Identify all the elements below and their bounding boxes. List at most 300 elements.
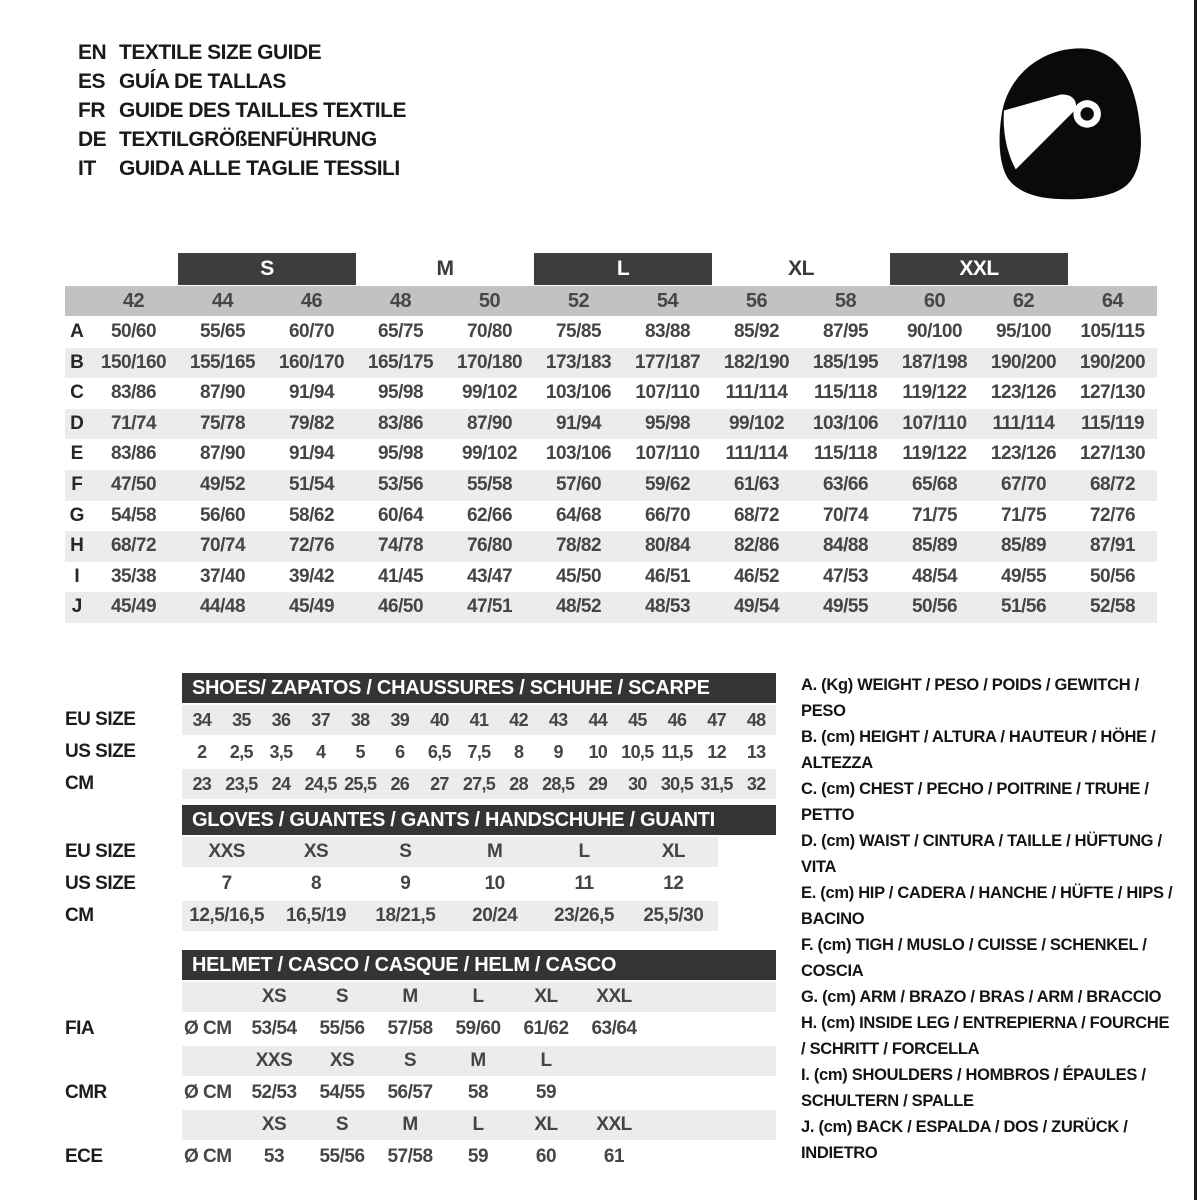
value-cell: 53/54 xyxy=(251,1018,297,1039)
size-value-cell: 55/65 xyxy=(199,321,246,342)
size-value-cell: 68/72 xyxy=(110,535,157,557)
size-value-cell: 91/94 xyxy=(288,382,335,404)
size-value-cell: 115/119 xyxy=(1080,412,1145,434)
size-value-cell: 48/54 xyxy=(911,565,958,587)
size-value-cell: 83/86 xyxy=(377,412,424,434)
size-value-cell: 50/56 xyxy=(911,596,958,618)
row-values xyxy=(182,1142,776,1172)
table-row xyxy=(65,501,1157,532)
value-cell: 43 xyxy=(548,710,568,730)
textile-size-table xyxy=(65,253,1157,623)
legend-item: G. (cm) ARM / BRAZO / BRAS / ARM / BRACCIO xyxy=(801,988,1162,1006)
size-value-cell: 57/60 xyxy=(555,473,602,495)
size-value-cell: 46/52 xyxy=(733,565,780,587)
size-value-cell: 74/78 xyxy=(377,535,424,557)
value-cell: 27,5 xyxy=(462,774,496,794)
size-value-cell: 99/102 xyxy=(461,443,518,465)
size-value-cell: 190/200 xyxy=(1079,351,1146,373)
value-cell: 31,5 xyxy=(700,774,733,794)
row-label: CM xyxy=(65,773,94,794)
diameter-label: Ø CM xyxy=(184,1082,232,1103)
value-cell: 27 xyxy=(430,774,449,794)
value-cell: 10 xyxy=(484,873,505,894)
size-value-cell: 72/76 xyxy=(288,535,335,557)
value-cell: 18/21,5 xyxy=(375,905,436,926)
value-cell: XXL xyxy=(596,986,632,1007)
size-value-cell: 47/50 xyxy=(110,473,157,495)
value-cell: 45 xyxy=(628,710,647,730)
size-value-cell: 95/98 xyxy=(377,382,424,404)
value-cell: 61 xyxy=(603,1146,625,1167)
row-letter: A xyxy=(70,321,84,342)
table-row xyxy=(65,531,1157,562)
size-value-cell: 82/86 xyxy=(733,535,780,557)
size-value-cell: 103/106 xyxy=(812,412,879,434)
row-letter: E xyxy=(70,443,84,465)
size-value-cell: 155/165 xyxy=(189,351,256,373)
value-cell: XL xyxy=(661,841,685,862)
legend-item: D. (cm) WAIST / CINTURA / TAILLE / HÜFTUNG / VITA xyxy=(801,832,1162,876)
size-value-cell: 35/38 xyxy=(110,565,157,587)
size-value-cell: 177/187 xyxy=(634,351,701,373)
size-value-cell: 68/72 xyxy=(1089,473,1136,495)
measurement-legend xyxy=(801,672,1176,1166)
value-cell: 26 xyxy=(390,774,410,794)
table-row xyxy=(65,317,1157,348)
size-number-cell: 64 xyxy=(1101,290,1124,312)
size-value-cell: 50/60 xyxy=(110,321,157,342)
size-value-cell: 46/51 xyxy=(644,565,691,587)
legend-item: C. (cm) CHEST / PECHO / POITRINE / TRUHE / PETTO xyxy=(801,780,1149,824)
size-value-cell: 39/42 xyxy=(288,565,335,587)
size-value-cell: 150/160 xyxy=(100,351,167,373)
size-value-cell: 50/56 xyxy=(1089,565,1136,587)
language-code: FR xyxy=(78,98,105,122)
value-cell: 41 xyxy=(469,710,489,730)
size-value-cell: 71/74 xyxy=(110,412,157,434)
value-cell: 36 xyxy=(271,710,291,730)
size-value-cell: 55/58 xyxy=(466,473,513,495)
numeric-size-strip xyxy=(65,286,1157,316)
empty-cell xyxy=(65,286,89,316)
size-value-cell: 48/53 xyxy=(644,596,691,618)
size-group-xxl: XXL xyxy=(890,253,1068,285)
value-cell: 24,5 xyxy=(304,774,337,794)
value-cell: 20/24 xyxy=(472,905,518,926)
size-value-cell: 83/86 xyxy=(110,443,157,465)
row-letter: B xyxy=(70,351,84,373)
value-cell: 61/62 xyxy=(523,1018,569,1039)
value-cell: 29 xyxy=(588,774,608,794)
size-value-cell: 79/82 xyxy=(288,412,335,434)
table-row xyxy=(65,439,1157,470)
value-cell: L xyxy=(472,1114,484,1135)
size-value-cell: 119/122 xyxy=(902,443,967,465)
value-cell: 40 xyxy=(430,710,449,730)
size-value-cell: 87/90 xyxy=(466,412,513,434)
value-cell: 11 xyxy=(574,873,594,894)
legend-item: F. (cm) TIGH / MUSLO / CUISSE / SCHENKEL / COSCIA xyxy=(801,936,1147,980)
value-cell: 47 xyxy=(707,710,726,730)
size-value-cell: 63/66 xyxy=(822,473,869,495)
value-cell: 35 xyxy=(232,710,251,730)
size-value-cell: 87/91 xyxy=(1089,535,1136,557)
size-value-cell: 78/82 xyxy=(555,535,602,557)
gloves-section-title: GLOVES / GUANTES / GANTS / HANDSCHUHE / GUANTI xyxy=(182,805,776,835)
value-cell: 2 xyxy=(197,742,207,762)
row-label: US SIZE xyxy=(65,741,136,762)
value-cell: 4 xyxy=(315,742,326,762)
size-number-cell: 58 xyxy=(834,290,857,312)
value-cell: S xyxy=(335,1114,349,1135)
value-cell: 59 xyxy=(467,1146,489,1167)
size-value-cell: 83/88 xyxy=(644,321,691,342)
size-value-cell: 70/80 xyxy=(466,321,513,342)
size-value-cell: 95/100 xyxy=(995,321,1052,342)
value-cell: 25,5/30 xyxy=(643,905,704,926)
size-value-cell: 70/74 xyxy=(822,504,869,526)
value-cell: 55/56 xyxy=(319,1018,365,1039)
diameter-label: Ø CM xyxy=(184,1018,232,1039)
value-cell: 57/58 xyxy=(387,1146,433,1167)
size-number-cell: 44 xyxy=(211,290,234,312)
table-row xyxy=(65,378,1157,409)
row-values xyxy=(182,769,776,799)
size-value-cell: 115/118 xyxy=(813,443,878,465)
size-value-cell: 58/62 xyxy=(288,504,335,526)
size-value-cell: 59/62 xyxy=(644,473,691,495)
size-value-cell: 87/95 xyxy=(822,321,869,342)
size-value-cell: 123/126 xyxy=(990,443,1057,465)
row-letter: C xyxy=(70,382,84,404)
value-cell: 59/60 xyxy=(455,1018,501,1039)
measurement-rows xyxy=(65,317,1157,623)
size-value-cell: 45/49 xyxy=(110,596,157,618)
size-group-header xyxy=(65,253,1157,285)
row-values xyxy=(182,737,776,767)
row-values xyxy=(182,1110,776,1140)
size-group-s: S xyxy=(178,253,356,285)
table-row xyxy=(65,562,1157,593)
value-cell: S xyxy=(335,986,349,1007)
size-value-cell: 49/54 xyxy=(733,596,780,618)
value-cell: 58 xyxy=(467,1082,489,1103)
size-value-cell: 127/130 xyxy=(1079,443,1146,465)
size-value-cell: 111/114 xyxy=(725,382,788,404)
size-value-cell: 107/110 xyxy=(635,382,700,404)
diameter-label xyxy=(182,982,240,1012)
size-value-cell: 85/89 xyxy=(911,535,958,557)
size-value-cell: 165/175 xyxy=(367,351,434,373)
value-cell: M xyxy=(487,841,503,862)
value-cell: XXS xyxy=(255,1050,293,1071)
language-header xyxy=(78,38,406,183)
size-value-cell: 67/70 xyxy=(1000,473,1047,495)
legend-item: E. (cm) HIP / CADERA / HANCHE / HÜFTE / HIPS / BACINO xyxy=(801,884,1173,928)
size-value-cell: 80/84 xyxy=(644,535,691,557)
row-letter: G xyxy=(69,504,85,526)
language-code: DE xyxy=(78,127,107,151)
row-values xyxy=(182,1078,776,1108)
size-value-cell: 62/66 xyxy=(466,504,513,526)
value-cell: S xyxy=(403,1050,417,1071)
value-cell: 16,5/19 xyxy=(286,905,346,926)
value-cell: 57/58 xyxy=(387,1018,433,1039)
size-value-cell: 51/54 xyxy=(288,473,335,495)
size-value-cell: 173/183 xyxy=(545,351,612,373)
value-cell: 24 xyxy=(271,774,291,794)
helmet-section-title: HELMET / CASCO / CASQUE / HELM / CASCO xyxy=(182,950,776,980)
size-value-cell: 182/190 xyxy=(723,351,790,373)
size-value-cell: 53/56 xyxy=(377,473,424,495)
size-group-m: M xyxy=(436,257,454,280)
value-cell: M xyxy=(402,1114,418,1135)
shoes-section-title: SHOES/ ZAPATOS / CHAUSSURES / SCHUHE / SCARPE xyxy=(182,673,776,703)
value-cell: 12 xyxy=(663,873,684,894)
row-values xyxy=(182,705,776,735)
diameter-label xyxy=(182,1110,240,1140)
value-cell: 23/26,5 xyxy=(554,905,614,926)
certification-label: FIA xyxy=(65,1018,95,1039)
size-number-cell: 50 xyxy=(478,290,501,312)
certification-label: CMR xyxy=(65,1082,107,1103)
value-cell: L xyxy=(578,841,590,862)
value-cell: XS xyxy=(303,841,329,862)
size-value-cell: 190/200 xyxy=(990,351,1057,373)
value-cell: 38 xyxy=(350,710,370,730)
size-value-cell: 51/56 xyxy=(1000,596,1047,618)
size-value-cell: 66/70 xyxy=(644,504,691,526)
value-cell: 25,5 xyxy=(344,774,377,794)
size-value-cell: 52/58 xyxy=(1089,596,1136,618)
guide-title: GUIDA ALLE TAGLIE TESSILI xyxy=(119,156,400,180)
value-cell: 42 xyxy=(509,710,528,730)
size-value-cell: 103/106 xyxy=(545,443,612,465)
row-values xyxy=(182,1014,776,1044)
legend-item: H. (cm) INSIDE LEG / ENTREPIERNA / FOURCHE / SCHRITT / FORCELLA xyxy=(801,1014,1170,1058)
language-row xyxy=(78,154,406,183)
row-letter: F xyxy=(71,473,83,495)
value-cell: 5 xyxy=(355,742,365,762)
size-value-cell: 47/51 xyxy=(466,596,513,618)
size-value-cell: 75/78 xyxy=(199,412,246,434)
value-cell: 60 xyxy=(535,1146,557,1167)
value-cell: 28 xyxy=(509,774,528,794)
language-row xyxy=(78,67,406,96)
diameter-label: Ø CM xyxy=(184,1146,232,1167)
size-value-cell: 44/48 xyxy=(199,596,246,618)
value-cell: L xyxy=(540,1050,552,1071)
table-row xyxy=(65,409,1157,440)
value-cell: XL xyxy=(534,1114,558,1135)
size-value-cell: 91/94 xyxy=(555,412,602,434)
size-group-xl: XL xyxy=(788,257,814,280)
value-cell: XS xyxy=(329,1050,355,1071)
language-code: EN xyxy=(78,40,107,64)
legend-item: A. (Kg) WEIGHT / PESO / POIDS / GEWITCH / PESO xyxy=(801,676,1139,720)
value-cell: S xyxy=(399,841,412,862)
size-value-cell: 85/89 xyxy=(1000,535,1047,557)
value-cell: L xyxy=(472,986,484,1007)
value-cell: 37 xyxy=(311,710,330,730)
value-cell: 11,5 xyxy=(661,742,693,762)
size-value-cell: 41/45 xyxy=(377,565,424,587)
value-cell: 12 xyxy=(707,742,726,762)
value-cell: 55/56 xyxy=(319,1146,365,1167)
value-cell: 8 xyxy=(513,742,524,762)
size-value-cell: 65/75 xyxy=(377,321,424,342)
size-value-cell: 170/180 xyxy=(456,351,523,373)
value-cell: 44 xyxy=(588,710,608,730)
size-value-cell: 76/80 xyxy=(466,535,513,557)
size-value-cell: 95/98 xyxy=(377,443,424,465)
value-cell: 9 xyxy=(553,742,563,762)
size-value-cell: 119/122 xyxy=(902,382,967,404)
value-cell: 48 xyxy=(746,710,766,730)
row-letter: H xyxy=(70,535,84,557)
language-row xyxy=(78,38,406,67)
size-value-cell: 187/198 xyxy=(901,351,968,373)
size-value-cell: 43/47 xyxy=(466,565,513,587)
guide-title: TEXTILGRÖßENFÜHRUNG xyxy=(119,127,377,151)
size-number-cell: 62 xyxy=(1012,290,1035,312)
size-value-cell: 47/53 xyxy=(822,565,869,587)
size-value-cell: 49/52 xyxy=(199,473,246,495)
value-cell: M xyxy=(402,986,418,1007)
size-value-cell: 64/68 xyxy=(555,504,602,526)
size-number-cell: 48 xyxy=(389,290,412,312)
legend-item: J. (cm) BACK / ESPALDA / DOS / ZURÜCK / INDIETRO xyxy=(801,1118,1128,1162)
value-cell: 28,5 xyxy=(542,774,575,794)
size-group-l: L xyxy=(534,253,712,285)
table-row xyxy=(65,470,1157,501)
value-cell: M xyxy=(470,1050,486,1071)
value-cell: 13 xyxy=(746,742,766,762)
size-value-cell: 49/55 xyxy=(1000,565,1047,587)
size-value-cell: 127/130 xyxy=(1079,382,1146,404)
size-value-cell: 115/118 xyxy=(813,382,878,404)
size-value-cell: 87/90 xyxy=(199,382,246,404)
row-letter: J xyxy=(71,596,83,618)
value-cell: 39 xyxy=(390,710,410,730)
certification-label: ECE xyxy=(65,1146,103,1167)
row-values xyxy=(182,982,776,1012)
value-cell: 46 xyxy=(667,710,687,730)
size-value-cell: 99/102 xyxy=(728,412,785,434)
language-row xyxy=(78,96,406,125)
row-values xyxy=(182,1046,776,1076)
size-value-cell: 111/114 xyxy=(725,443,788,465)
value-cell: 7 xyxy=(221,873,232,894)
size-value-cell: 123/126 xyxy=(990,382,1057,404)
guide-title: GUIDE DES TAILLES TEXTILE xyxy=(119,98,406,122)
size-value-cell: 160/170 xyxy=(278,351,345,373)
size-value-cell: 45/49 xyxy=(288,596,335,618)
size-value-cell: 48/52 xyxy=(555,596,602,618)
diameter-label xyxy=(182,1046,240,1076)
value-cell: XS xyxy=(261,986,287,1007)
size-value-cell: 56/60 xyxy=(199,504,246,526)
size-value-cell: 99/102 xyxy=(461,382,518,404)
legend-item: I. (cm) SHOULDERS / HOMBROS / ÉPAULES / SCHULTERN / SPALLE xyxy=(801,1066,1146,1110)
size-value-cell: 60/70 xyxy=(288,321,335,342)
size-value-cell: 103/106 xyxy=(545,382,612,404)
value-cell: 23 xyxy=(192,774,212,794)
row-values xyxy=(182,837,718,867)
size-value-cell: 49/55 xyxy=(822,596,869,618)
value-cell: 8 xyxy=(310,873,322,894)
size-number-cell: 46 xyxy=(300,290,323,312)
value-cell: 10,5 xyxy=(621,742,654,762)
value-cell: XXS xyxy=(208,841,245,862)
size-number-cell: 54 xyxy=(656,290,679,312)
table-row xyxy=(65,592,1157,623)
value-cell: 63/64 xyxy=(591,1018,637,1039)
value-cell: 23,5 xyxy=(225,774,258,794)
certification-label xyxy=(65,1046,182,1076)
value-cell: 53 xyxy=(263,1146,285,1167)
row-label: EU SIZE xyxy=(65,709,136,730)
size-value-cell: 45/50 xyxy=(555,565,602,587)
racing-helmet-icon xyxy=(983,40,1151,208)
size-value-cell: 107/110 xyxy=(635,443,700,465)
value-cell: 32 xyxy=(746,774,766,794)
size-value-cell: 75/85 xyxy=(555,321,602,342)
row-values xyxy=(182,869,718,899)
size-value-cell: 87/90 xyxy=(199,443,246,465)
value-cell: 54/55 xyxy=(319,1082,365,1103)
size-value-cell: 185/195 xyxy=(812,351,879,373)
value-cell: 10 xyxy=(588,742,608,762)
size-value-cell: 65/68 xyxy=(911,473,958,495)
value-cell: 9 xyxy=(400,873,411,894)
value-cell: 6,5 xyxy=(427,742,451,762)
size-value-cell: 90/100 xyxy=(906,321,963,342)
row-label: CM xyxy=(65,905,94,926)
value-cell: XL xyxy=(534,986,558,1007)
value-cell: XXL xyxy=(596,1114,632,1135)
value-cell: 59 xyxy=(535,1082,557,1103)
language-row xyxy=(78,125,406,154)
size-value-cell: 71/75 xyxy=(911,504,958,526)
value-cell: 2,5 xyxy=(229,742,253,762)
row-label: US SIZE xyxy=(65,873,136,894)
size-value-cell: 72/76 xyxy=(1089,504,1136,526)
value-cell: 30 xyxy=(628,774,647,794)
size-value-cell: 85/92 xyxy=(733,321,780,342)
value-cell: 52/53 xyxy=(251,1082,297,1103)
size-value-cell: 60/64 xyxy=(377,504,424,526)
size-value-cell: 105/115 xyxy=(1080,321,1145,342)
size-number-cell: 60 xyxy=(923,290,946,312)
size-value-cell: 91/94 xyxy=(288,443,335,465)
right-edge-line xyxy=(1194,0,1197,1200)
legend-item: B. (cm) HEIGHT / ALTURA / HAUTEUR / HÖHE / ALTEZZA xyxy=(801,728,1156,772)
size-number-cell: 56 xyxy=(745,290,768,312)
size-value-cell: 83/86 xyxy=(110,382,157,404)
language-code: IT xyxy=(78,156,96,180)
size-value-cell: 54/58 xyxy=(110,504,157,526)
size-value-cell: 46/50 xyxy=(377,596,424,618)
size-value-cell: 95/98 xyxy=(644,412,691,434)
value-cell: 7,5 xyxy=(467,742,491,762)
value-cell: 3,5 xyxy=(269,742,293,762)
size-value-cell: 84/88 xyxy=(822,535,869,557)
guide-title: TEXTILE SIZE GUIDE xyxy=(119,40,322,64)
value-cell: 30,5 xyxy=(660,774,694,794)
value-cell: 34 xyxy=(192,710,212,730)
certification-label xyxy=(65,982,182,1012)
